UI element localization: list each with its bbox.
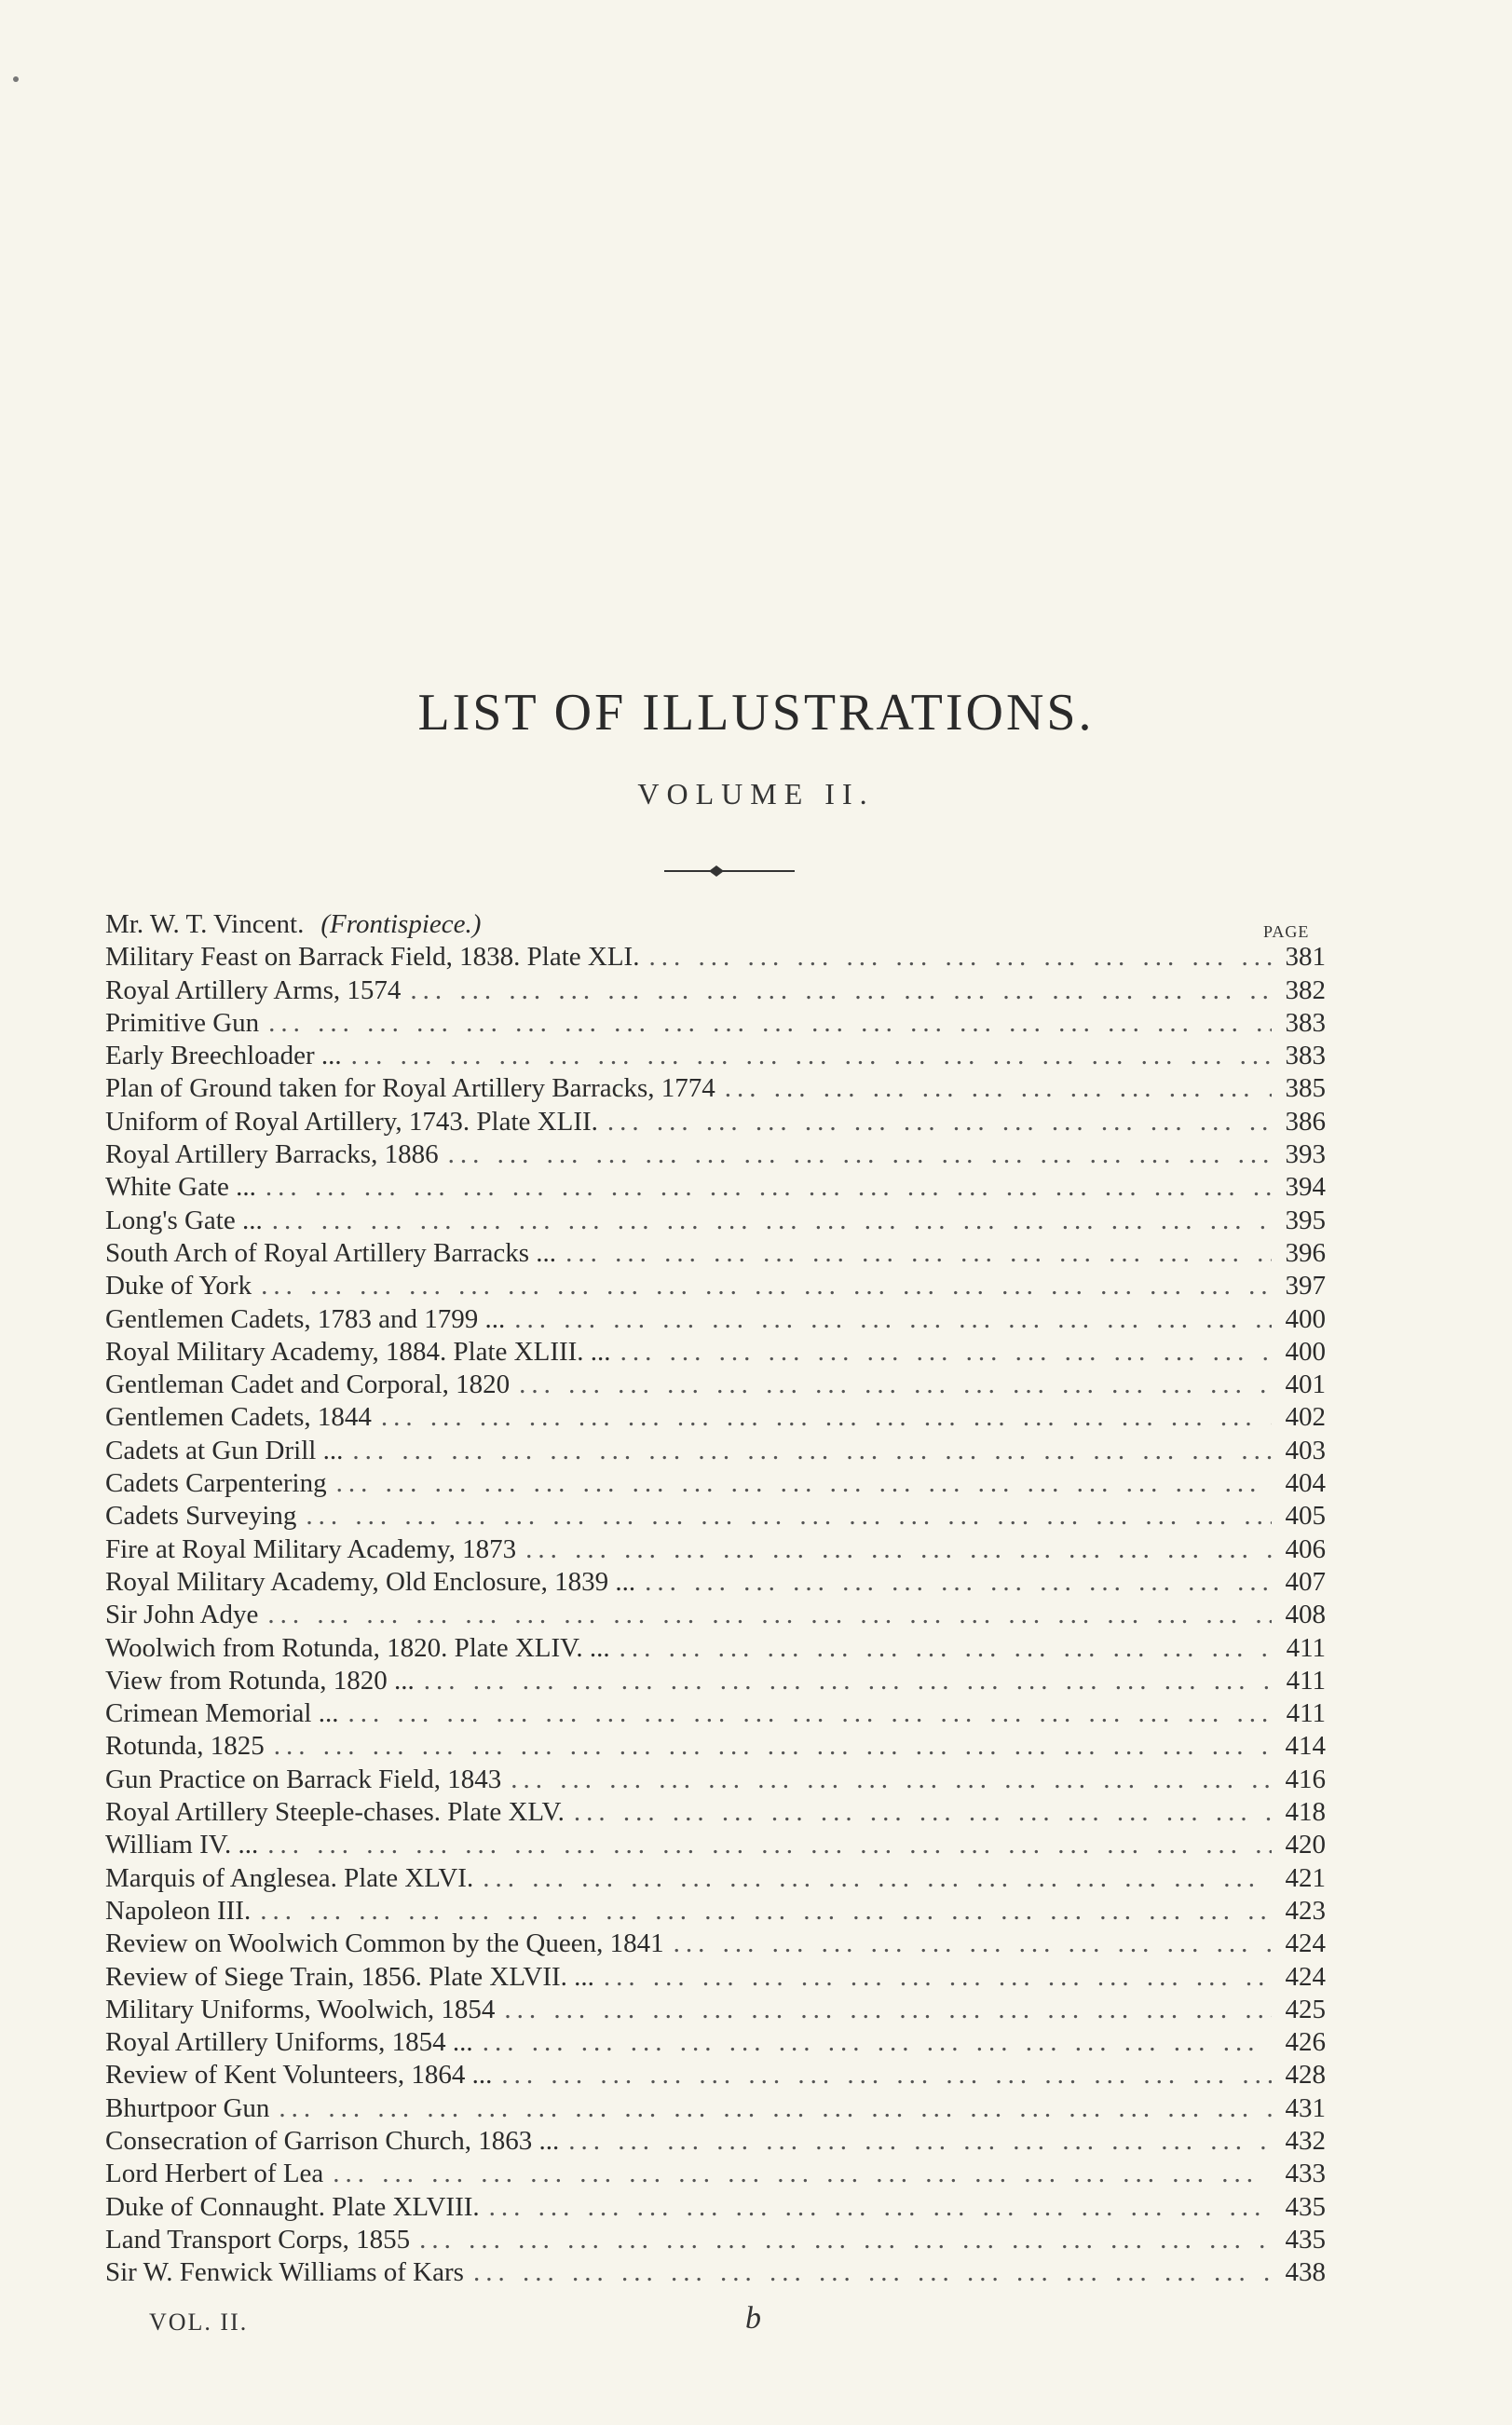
list-item [105,1303,1326,1336]
illustration-title: Review of Kent Volunteers, 1864 ... [105,2060,493,2091]
illustration-title: White Gate ... [105,1172,256,1203]
illustration-title: Royal Artillery Steeple-chases. Plate XLV. [105,1797,565,1828]
illustration-title: Consecration of Garrison Church, 1863 ... [105,2125,560,2156]
illustration-title: Gentlemen Cadets, 1844 [105,1402,372,1433]
dot-leader [480,2191,1272,2224]
dot-leader [715,1072,1272,1105]
page-number: 405 [1285,1501,1326,1532]
page-number: 383 [1285,1041,1326,1071]
list-item [105,1796,1326,1829]
page-number: 403 [1285,1435,1326,1465]
page-number: 395 [1285,1205,1326,1235]
page-number: 416 [1285,1764,1326,1794]
dot-leader [256,1171,1272,1204]
illustration-title: Gentleman Cadet and Corporal, 1820 [105,1369,511,1400]
list-item [105,1072,1326,1105]
dot-leader [401,974,1272,1007]
list-item [105,2224,1326,2256]
page-number: 421 [1285,1862,1326,1893]
illustration-title: Military Uniforms, Woolwich, 1854 [105,1994,496,2024]
list-item [105,1401,1326,1434]
page-number: 396 [1285,1237,1326,1268]
page-number: 404 [1285,1468,1326,1499]
dot-leader [501,1764,1272,1796]
page-number: 432 [1285,2125,1326,2156]
illustration-title: Review of Siege Train, 1856. Plate XLVII. ... [105,1961,594,1992]
page-number: 411 [1286,1665,1326,1696]
page-number: 386 [1285,1106,1326,1137]
dot-leader [559,2125,1272,2158]
illustration-title: Crimean Memorial ... [105,1698,339,1729]
illustration-title: Sir W. Fenwick Williams of Kars [105,2257,464,2288]
list-item [105,1928,1326,1960]
illustration-title: Royal Artillery Arms, 1574 [105,974,402,1005]
dot-leader [610,1632,1272,1665]
illustration-title: Mr. W. T. Vincent. [105,909,305,939]
list-item [105,1500,1326,1533]
page-number: 393 [1285,1139,1326,1170]
dot-leader [639,941,1272,974]
list-item [105,1566,1326,1599]
page-title: LIST OF ILLUSTRATIONS. [417,684,1095,742]
illustration-title: Military Feast on Barrack Field, 1838. Plate XLI. [105,942,640,973]
list-item [105,1994,1326,2026]
illustration-title: Sir John Adye [105,1600,259,1630]
list-item [105,1764,1326,1796]
page-number: 414 [1285,1731,1326,1762]
dot-leader [565,1796,1272,1829]
list-item [105,1205,1326,1237]
illustration-title: Plan of Ground taken for Royal Artillery Barracks, 1774 [105,1073,715,1104]
illustration-title: Early Breechloader ... [105,1041,342,1071]
dot-leader [342,1040,1272,1072]
dot-leader [327,1467,1272,1500]
list-item [105,1336,1326,1369]
illustration-title: Royal Military Academy, 1884. Plate XLIII. ... [105,1336,611,1367]
illustration-title: Gun Practice on Barrack Field, 1843 [105,1764,502,1794]
page-number: 381 [1285,942,1326,973]
illustration-title: Royal Artillery Uniforms, 1854 ... [105,2027,473,2058]
list-item [105,1961,1326,1994]
list-item [105,2059,1326,2091]
dot-leader [415,1665,1272,1697]
dot-leader [464,2256,1272,2289]
page-number: 431 [1285,2092,1326,2123]
illustration-title: View from Rotunda, 1820 ... [105,1665,415,1696]
list-item [105,1665,1326,1697]
page-number: 425 [1285,1994,1326,2024]
dot-leader [258,1599,1272,1631]
footer-signature-mark: b [745,2301,761,2336]
illustration-title: Cadets at Gun Drill ... [105,1435,344,1465]
dot-leader [252,1270,1272,1302]
illustration-title: Cadets Carpentering [105,1468,327,1499]
page-number: 400 [1285,1303,1326,1334]
dot-leader [505,1303,1272,1336]
page-number: 438 [1285,2257,1326,2288]
dot-leader [611,1336,1272,1369]
page-number: 411 [1286,1632,1326,1663]
list-item [105,908,1326,941]
page-number: 385 [1285,1073,1326,1104]
list-item [105,1533,1326,1566]
page-number: 407 [1285,1566,1326,1597]
dot-leader [269,2092,1272,2125]
list-item [105,1237,1326,1270]
list-item [105,1106,1326,1138]
page-number: 401 [1285,1369,1326,1400]
page-number: 424 [1285,1961,1326,1992]
stray-ink-mark [13,76,19,82]
list-item [105,1829,1326,1861]
page-number: 435 [1285,2191,1326,2222]
list-item [105,1467,1326,1500]
page-number: 400 [1285,1336,1326,1367]
list-item [105,1862,1326,1895]
page-number: 408 [1285,1600,1326,1630]
dot-leader [473,1862,1272,1895]
list-item [105,1697,1326,1730]
list-item [105,2125,1326,2158]
list-item [105,2191,1326,2224]
page-number: 418 [1285,1797,1326,1828]
list-item [105,1599,1326,1631]
list-item [105,2026,1326,2059]
list-item [105,1369,1326,1401]
dot-leader [516,1533,1272,1566]
dot-leader [664,1928,1272,1960]
illustration-title: Marquis of Anglesea. Plate XLVI. [105,1862,474,1893]
page-column-header: PAGE [1263,922,1310,941]
illustration-title: Uniform of Royal Artillery, 1743. Plate XLII. [105,1106,598,1137]
dot-leader [338,1697,1272,1730]
dot-leader [259,1007,1272,1040]
illustration-title: Fire at Royal Military Academy, 1873 [105,1533,517,1564]
page-number: 433 [1285,2159,1326,2189]
dot-leader [343,1435,1272,1467]
dot-leader [410,2224,1272,2256]
list-item [105,1435,1326,1467]
dot-leader [556,1237,1272,1270]
dot-leader [263,1205,1272,1237]
illustration-title: William IV. ... [105,1830,259,1860]
page-number: 435 [1285,2224,1326,2255]
illustration-title: Napoleon III. [105,1895,252,1926]
dot-leader [510,1369,1272,1401]
dot-leader [265,1730,1272,1763]
footer-volume-label: VOL. II. [149,2309,249,2336]
page-number: 411 [1286,1698,1326,1729]
illustration-title: Royal Artillery Barracks, 1886 [105,1139,439,1170]
list-item [105,1040,1326,1072]
illustration-title: Cadets Surveying [105,1501,297,1532]
page-number: 423 [1285,1895,1326,1926]
list-item [105,1138,1326,1171]
list-item [105,2256,1326,2289]
page-number: 382 [1285,974,1326,1005]
illustration-title: Duke of York [105,1271,252,1301]
illustration-title: Bhurtpoor Gun [105,2092,270,2123]
dot-leader [439,1138,1272,1171]
dot-leader [492,2059,1272,2091]
illustration-title: Lord Herbert of Lea [105,2159,324,2189]
list-item [105,1730,1326,1763]
illustration-title: South Arch of Royal Artillery Barracks ... [105,1237,557,1268]
list-item [105,974,1326,1007]
list-item [105,1895,1326,1928]
list-item [105,1270,1326,1302]
volume-heading: VOLUME II. [637,777,875,811]
illustration-title: Primitive Gun [105,1007,260,1038]
illustration-title: Woolwich from Rotunda, 1820. Plate XLIV. ... [105,1632,610,1663]
illustration-title: Long's Gate ... [105,1205,263,1235]
page-number: 402 [1285,1402,1326,1433]
dot-leader [251,1895,1272,1928]
illustration-note: (Frontispiece.) [320,909,482,939]
illustration-title: Royal Military Academy, Old Enclosure, 1839 ... [105,1566,636,1597]
dot-leader [258,1829,1272,1861]
dot-leader [296,1500,1272,1533]
dot-leader [635,1566,1272,1599]
ornament-divider [646,857,813,885]
page-number: 406 [1285,1533,1326,1564]
illustration-title: Duke of Connaught. Plate XLVIII. [105,2191,480,2222]
page-number: 420 [1285,1830,1326,1860]
list-item [105,1171,1326,1204]
page-number: 397 [1285,1271,1326,1301]
list-item [105,1007,1326,1040]
dot-leader [473,2026,1272,2059]
page-number: 383 [1285,1007,1326,1038]
list-item [105,1632,1326,1665]
list-item [105,2092,1326,2125]
page-number: 428 [1285,2060,1326,2091]
page-number: 394 [1285,1172,1326,1203]
illustration-title: Land Transport Corps, 1855 [105,2224,411,2255]
illustration-title: Gentlemen Cadets, 1783 and 1799 ... [105,1303,506,1334]
list-item [105,941,1326,974]
illustration-title: Review on Woolwich Common by the Queen, 1841 [105,1928,664,1959]
list-item [105,2158,1326,2190]
dot-leader [594,1961,1272,1994]
dot-leader [495,1994,1272,2026]
dot-leader [323,2158,1272,2190]
illustration-title: Rotunda, 1825 [105,1731,265,1762]
page-number: 426 [1285,2027,1326,2058]
dot-leader [598,1106,1272,1138]
illustrations-list [105,908,1326,2289]
page-number: 424 [1285,1928,1326,1959]
dot-leader [372,1401,1272,1434]
